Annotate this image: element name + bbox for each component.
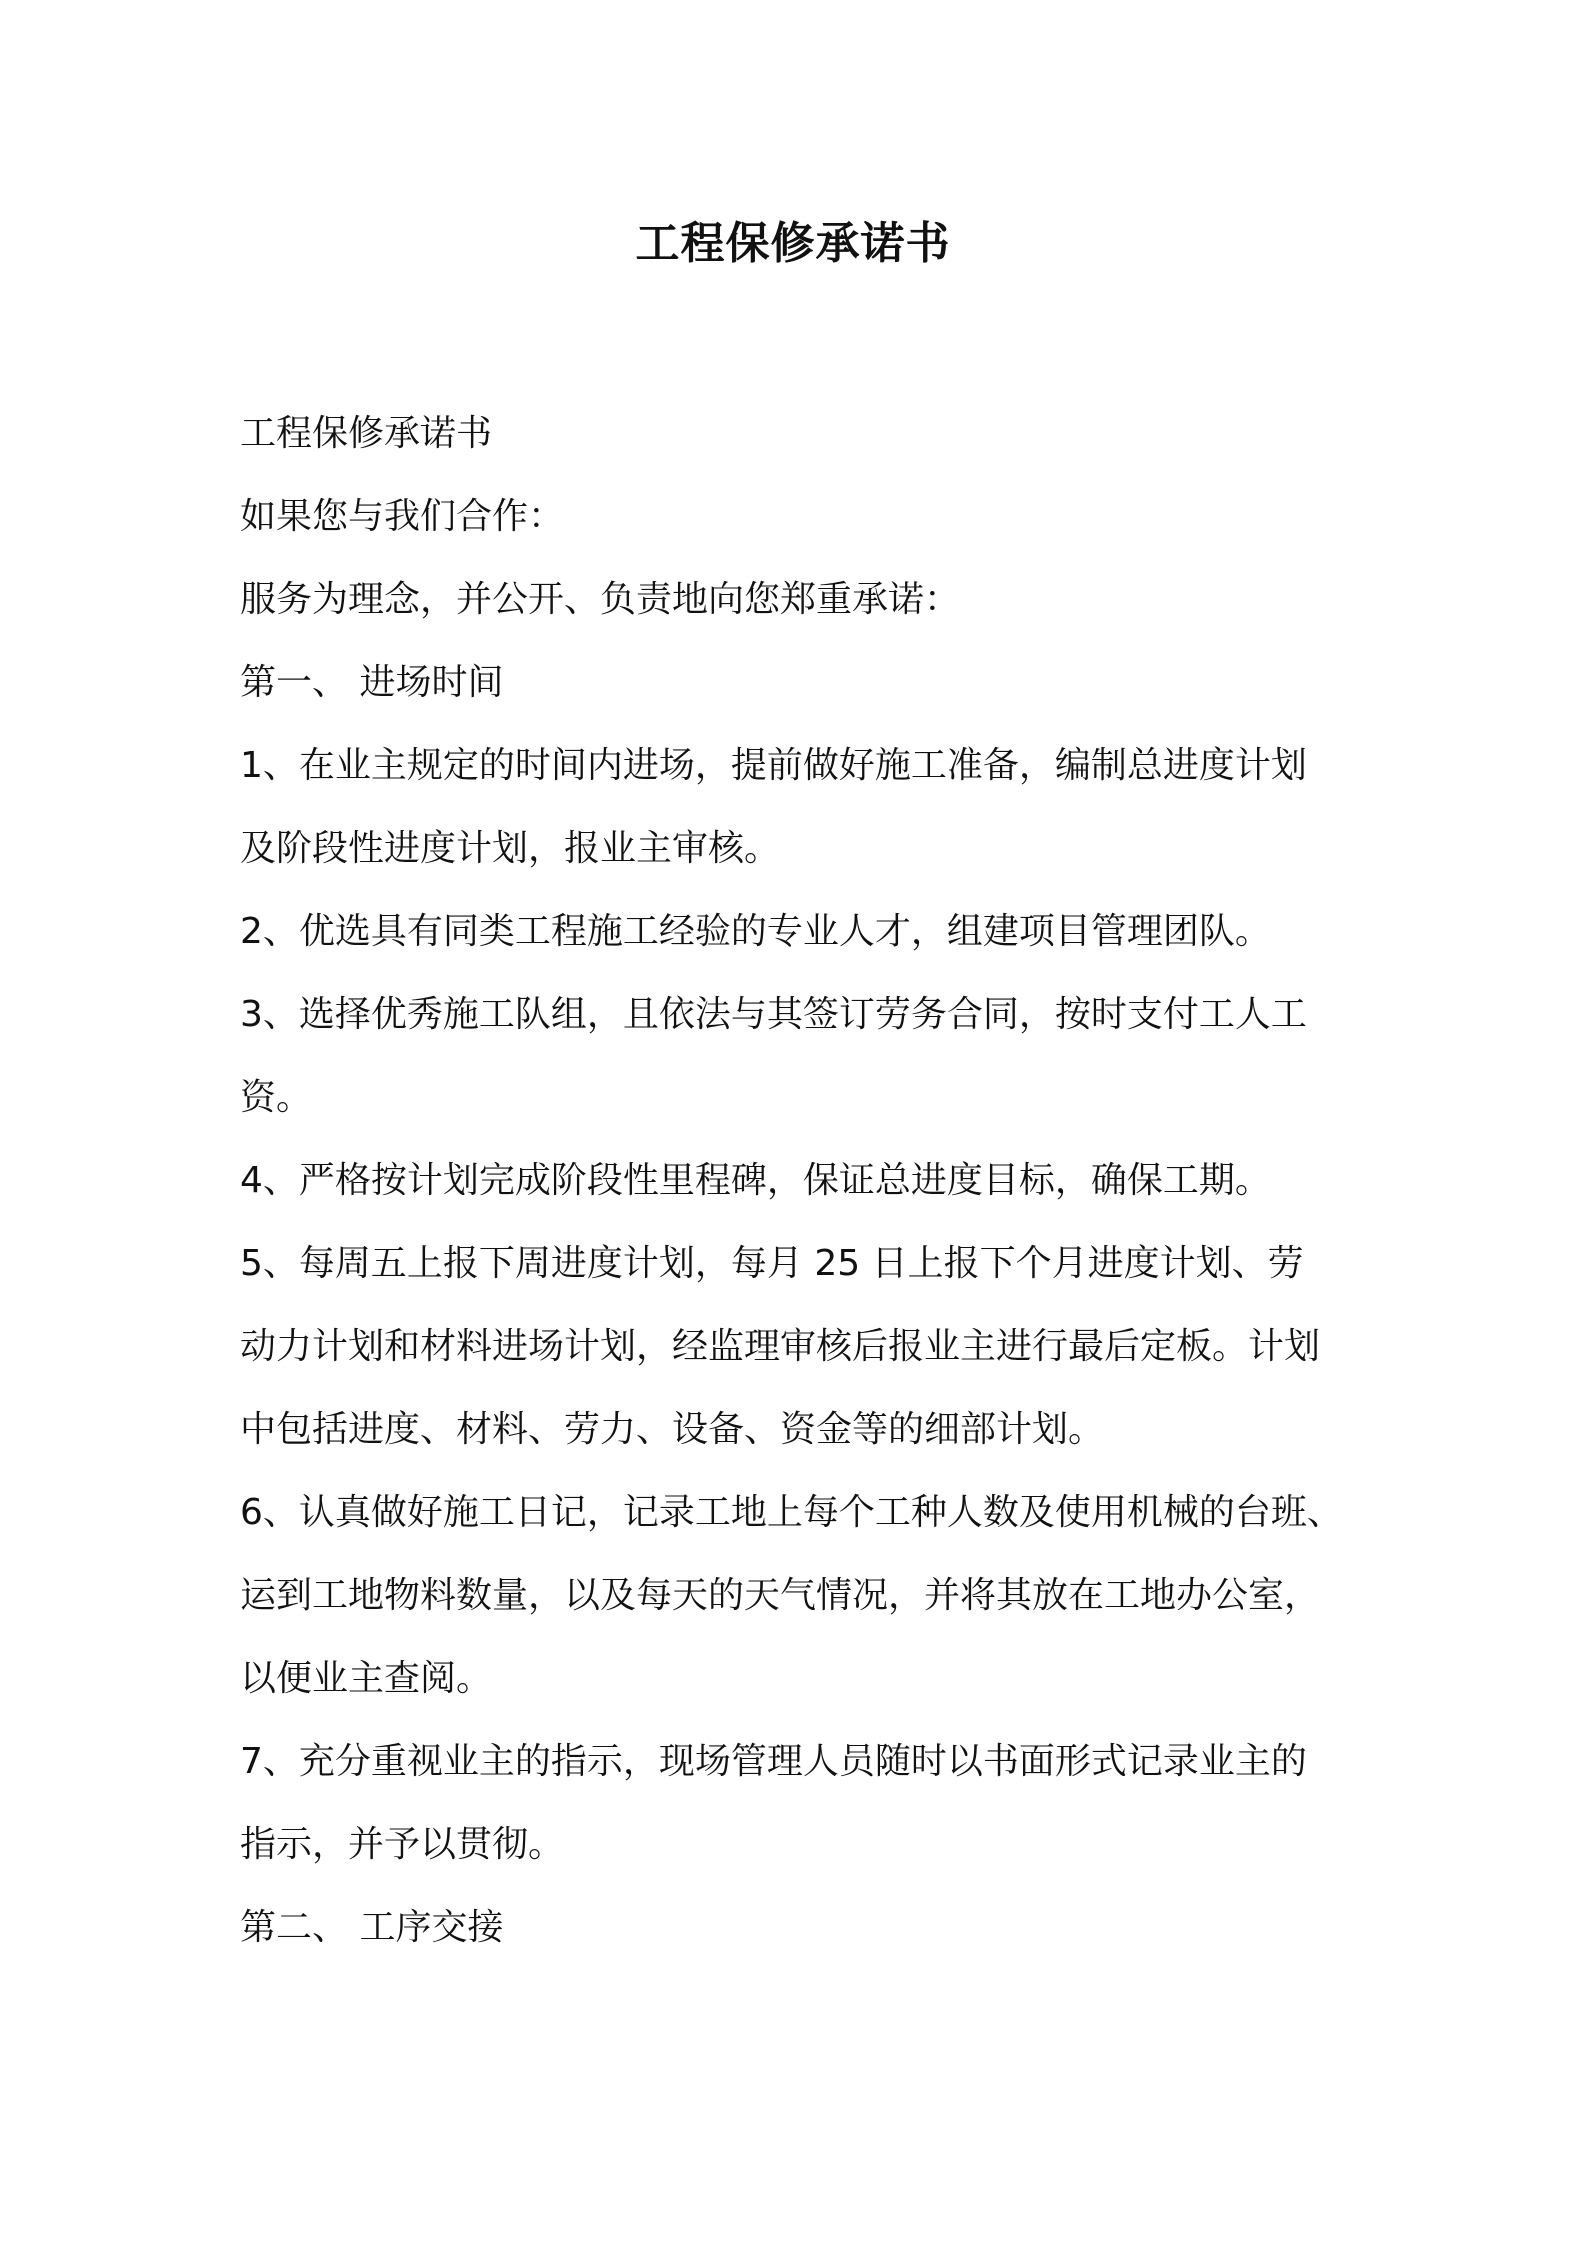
- paragraph-line: 以便业主查阅。: [240, 1658, 493, 1699]
- paragraph-line: 4、严格按计划完成阶段性里程碑，保证总进度目标，确保工期。: [240, 1160, 1271, 1201]
- paragraph-line: 工程保修承诺书: [240, 413, 493, 454]
- paragraph-line: 2、优选具有同类工程施工经验的专业人才，组建项目管理团队。: [240, 911, 1271, 952]
- paragraph-line: 3、选择优秀施工队组，且依法与其签订劳务合同，按时支付工人工: [240, 994, 1307, 1035]
- paragraph-line: 动力计划和材料进场计划，经监理审核后报业主进行最后定板。计划: [240, 1326, 1321, 1367]
- paragraph-line: 1、在业主规定的时间内进场，提前做好施工准备，编制总进度计划: [240, 745, 1307, 786]
- section-heading: 第二、 工序交接: [240, 1907, 504, 1948]
- paragraph-line: 中包括进度、材料、劳力、设备、资金等的细部计划。: [240, 1409, 1105, 1450]
- paragraph-line: 指示，并予以贯彻。: [240, 1824, 565, 1865]
- paragraph-line: 运到工地物料数量，以及每天的天气情况，并将其放在工地办公室，: [240, 1575, 1321, 1616]
- paragraph-line: 及阶段性进度计划，报业主审核。: [240, 828, 781, 869]
- paragraph-line: 7、充分重视业主的指示，现场管理人员随时以书面形式记录业主的: [240, 1741, 1307, 1782]
- section-heading: 第一、 进场时间: [240, 662, 504, 703]
- document-title: 工程保修承诺书: [635, 218, 951, 269]
- paragraph-line: 资。: [240, 1077, 313, 1118]
- paragraph-line: 5、每周五上报下周进度计划，每月 25 日上报下个月进度计划、劳: [240, 1243, 1304, 1284]
- paragraph-line: 如果您与我们合作：: [240, 496, 565, 537]
- paragraph-line: 服务为理念，并公开、负责地向您郑重承诺：: [240, 579, 961, 620]
- paragraph-line: 6、认真做好施工日记，记录工地上每个工种人数及使用机械的台班、: [240, 1492, 1343, 1533]
- document-body: [240, 404, 1370, 1981]
